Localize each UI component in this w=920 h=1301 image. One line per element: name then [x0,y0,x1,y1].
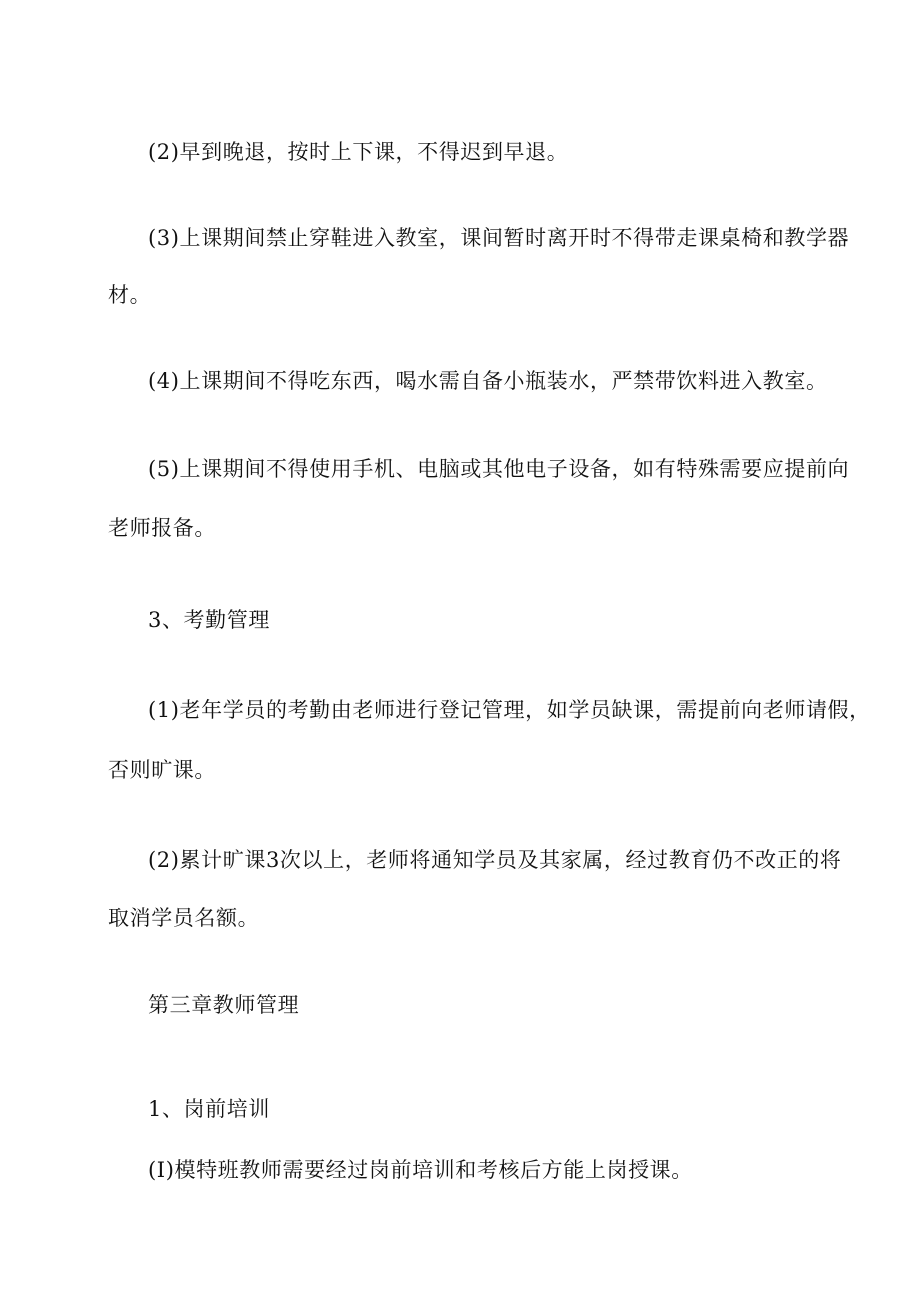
attendance-rule-1-line-2: 否则旷课。 [108,758,216,782]
section-heading-attendance: 3、考勤管理 [148,608,270,632]
section-heading-training: 1、岗前培训 [148,1097,270,1121]
rule-4-line-1: (4)上课期间不得吃东西，喝水需自备小瓶装水，严禁带饮料进入教室。 [148,369,828,393]
rule-3-line-1: (3)上课期间禁止穿鞋进入教室，课间暂时离开时不得带走课桌椅和教学器 [148,226,850,250]
attendance-rule-2-line-2: 取消学员名额。 [108,906,260,930]
attendance-rule-2-line-1: (2)累计旷课3次以上，老师将通知学员及其家属，经过教育仍不改正的将 [148,848,842,872]
chapter-heading: 第三章教师管理 [148,993,300,1017]
rule-5-line-2: 老师报备。 [108,516,216,540]
rule-5-line-1: (5)上课期间不得使用手机、电脑或其他电子设备，如有特殊需要应提前向 [148,457,850,481]
rule-3-line-2: 材。 [108,283,152,307]
rule-2-line-1: (2)早到晚退，按时上下课，不得迟到早退。 [148,140,569,164]
training-rule-1-line-1: (I)模特班教师需要经过岗前培训和考核后方能上岗授课。 [148,1158,693,1182]
attendance-rule-1-line-1: (1)老年学员的考勤由老师进行登记管理，如学员缺课，需提前向老师请假， [148,698,871,722]
